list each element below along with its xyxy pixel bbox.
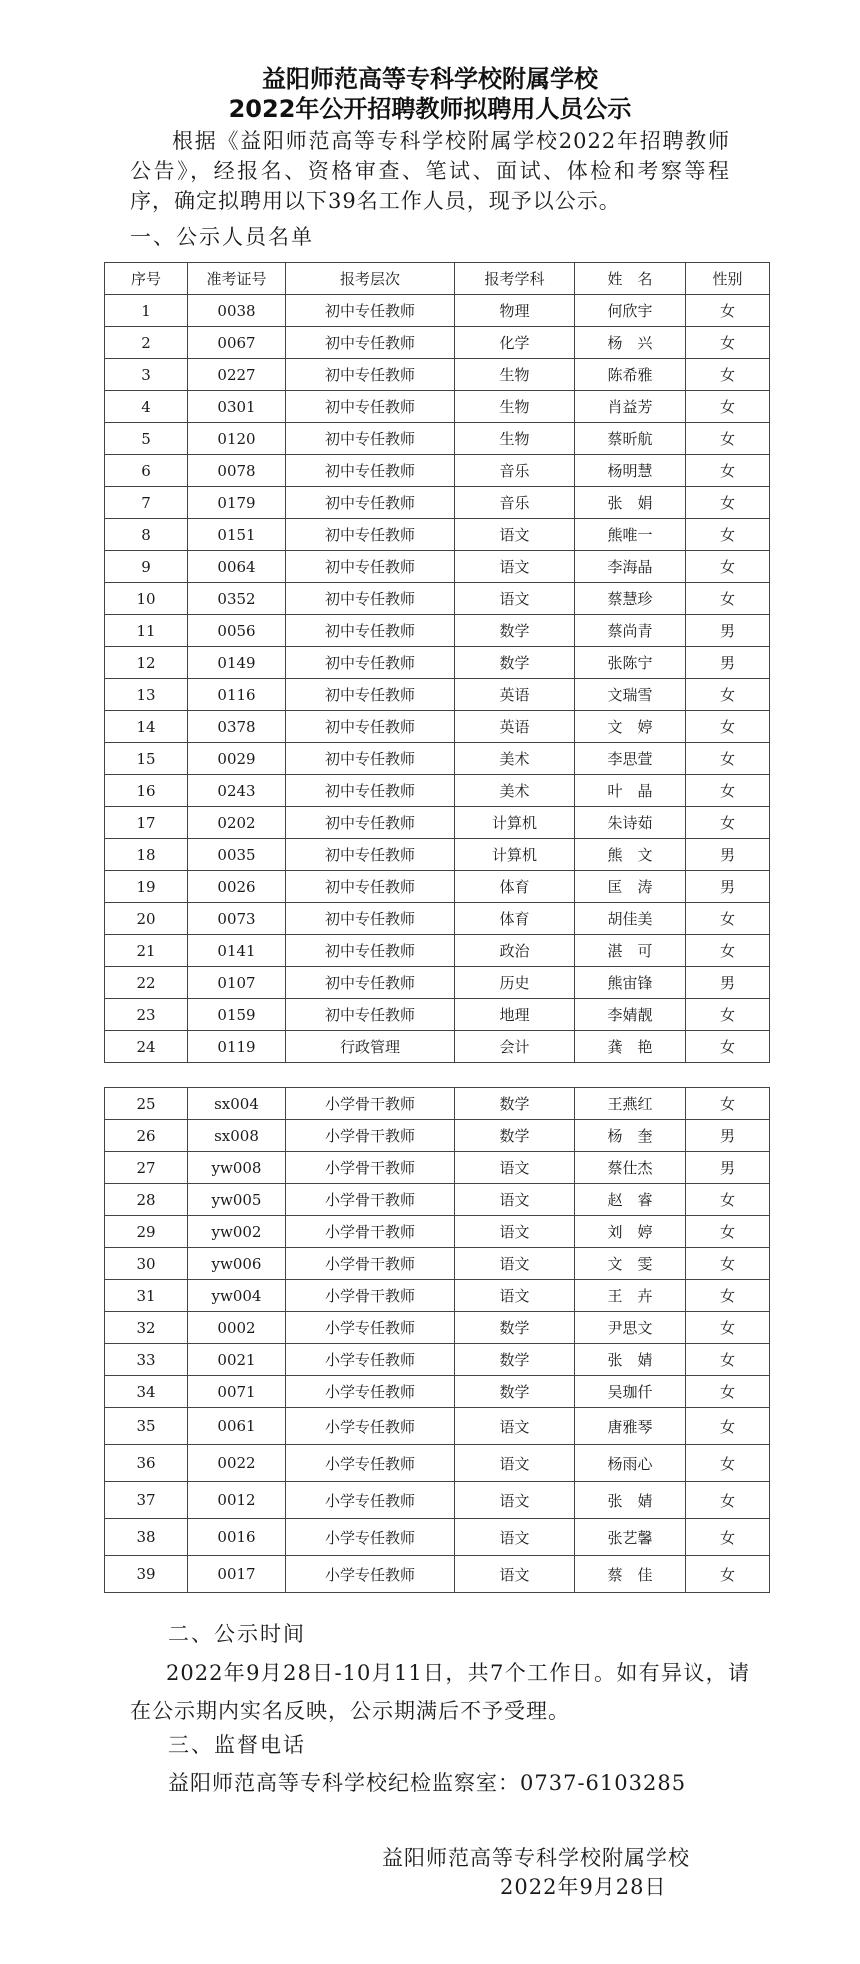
table-cell: 6 xyxy=(105,455,188,487)
table-cell: 小学专任教师 xyxy=(286,1519,455,1556)
table-cell: 语文 xyxy=(455,1216,575,1248)
section2-body: 2022年9月28日-10月11日，共7个工作日。如有异议，请在公示期内实名反映，公示期满后不予受理。 xyxy=(130,1661,750,1723)
table-cell: 初中专任教师 xyxy=(286,935,455,967)
table-cell: 初中专任教师 xyxy=(286,807,455,839)
table-row xyxy=(105,583,770,615)
table-cell: 初中专任教师 xyxy=(286,615,455,647)
table-cell: 数学 xyxy=(455,615,575,647)
table-cell: 女 xyxy=(686,935,770,967)
table-cell: 21 xyxy=(105,935,188,967)
table-cell: 13 xyxy=(105,679,188,711)
table-cell: 0149 xyxy=(188,647,286,679)
table-row xyxy=(105,1216,770,1248)
table-row xyxy=(105,1556,770,1593)
table-cell: 初中专任教师 xyxy=(286,551,455,583)
table-cell: 政治 xyxy=(455,935,575,967)
table-cell: 初中专任教师 xyxy=(286,519,455,551)
header-cell: 性别 xyxy=(686,263,770,295)
table-cell: 小学骨干教师 xyxy=(286,1216,455,1248)
table-cell: 女 xyxy=(686,1248,770,1280)
table-cell: 初中专任教师 xyxy=(286,455,455,487)
table-cell: 女 xyxy=(686,679,770,711)
table-row xyxy=(105,935,770,967)
table-cell: 吴珈仟 xyxy=(575,1376,686,1408)
table-cell: 14 xyxy=(105,711,188,743)
table-row xyxy=(105,1088,770,1120)
table-row xyxy=(105,1519,770,1556)
table-row xyxy=(105,679,770,711)
table-cell: 体育 xyxy=(455,903,575,935)
table-cell: 女 xyxy=(686,1408,770,1445)
table-cell: 音乐 xyxy=(455,455,575,487)
table-cell: 女 xyxy=(686,1445,770,1482)
table-cell: 小学专任教师 xyxy=(286,1312,455,1344)
table-cell: 熊宙锋 xyxy=(575,967,686,999)
table-cell: 0002 xyxy=(188,1312,286,1344)
table-cell: 李婧靓 xyxy=(575,999,686,1031)
table-cell: 体育 xyxy=(455,871,575,903)
table-cell: 肖益芳 xyxy=(575,391,686,423)
table-cell: 杨 兴 xyxy=(575,327,686,359)
table-cell: 数学 xyxy=(455,1376,575,1408)
table-cell: 0061 xyxy=(188,1408,286,1445)
table-cell: 张 娟 xyxy=(575,487,686,519)
table-cell: 女 xyxy=(686,711,770,743)
table-cell: 18 xyxy=(105,839,188,871)
table-cell: 男 xyxy=(686,967,770,999)
table-row xyxy=(105,903,770,935)
roster-table-part2 xyxy=(104,1087,770,1593)
table-row xyxy=(105,647,770,679)
table-cell: 24 xyxy=(105,1031,188,1063)
table-cell: 女 xyxy=(686,295,770,327)
table-cell: 蔡尚青 xyxy=(575,615,686,647)
table-cell: 女 xyxy=(686,1184,770,1216)
table-cell: 蔡仕杰 xyxy=(575,1152,686,1184)
table-cell: 李海晶 xyxy=(575,551,686,583)
table-cell: 蔡昕航 xyxy=(575,423,686,455)
table-cell: 初中专任教师 xyxy=(286,775,455,807)
table-row xyxy=(105,327,770,359)
table-cell: 初中专任教师 xyxy=(286,647,455,679)
table-cell: 女 xyxy=(686,1482,770,1519)
table-cell: 会计 xyxy=(455,1031,575,1063)
table-row xyxy=(105,359,770,391)
table-cell: 0151 xyxy=(188,519,286,551)
table-cell: 朱诗茹 xyxy=(575,807,686,839)
table-cell: 20 xyxy=(105,903,188,935)
table-row xyxy=(105,487,770,519)
table-row xyxy=(105,615,770,647)
table-cell: 0227 xyxy=(188,359,286,391)
table-cell: 胡佳美 xyxy=(575,903,686,935)
table-cell: 张 婧 xyxy=(575,1344,686,1376)
table-cell: 0078 xyxy=(188,455,286,487)
table-cell: 语文 xyxy=(455,1280,575,1312)
table-cell: 女 xyxy=(686,391,770,423)
table-cell: 26 xyxy=(105,1120,188,1152)
table-cell: 赵 睿 xyxy=(575,1184,686,1216)
table-cell: 0119 xyxy=(188,1031,286,1063)
table-cell: 初中专任教师 xyxy=(286,743,455,775)
table-cell: 英语 xyxy=(455,679,575,711)
table-cell: 文 雯 xyxy=(575,1248,686,1280)
table-cell: 女 xyxy=(686,1344,770,1376)
table-cell: 34 xyxy=(105,1376,188,1408)
table-row xyxy=(105,1184,770,1216)
table-cell: 12 xyxy=(105,647,188,679)
table-cell: 1 xyxy=(105,295,188,327)
table-cell: 音乐 xyxy=(455,487,575,519)
table-cell: 女 xyxy=(686,1031,770,1063)
table-row xyxy=(105,1445,770,1482)
table-cell: 0378 xyxy=(188,711,286,743)
table-cell: 小学专任教师 xyxy=(286,1376,455,1408)
table-cell: 女 xyxy=(686,1556,770,1593)
section1-heading: 一、公示人员名单 xyxy=(130,225,314,249)
table-cell: 0017 xyxy=(188,1556,286,1593)
table-cell: 25 xyxy=(105,1088,188,1120)
table-cell: yw008 xyxy=(188,1152,286,1184)
header-cell: 报考层次 xyxy=(286,263,455,295)
signature-date: 2022年9月28日 xyxy=(500,1875,667,1899)
table-cell: 女 xyxy=(686,327,770,359)
table-cell: 17 xyxy=(105,807,188,839)
table-cell: 0029 xyxy=(188,743,286,775)
table-cell: 0116 xyxy=(188,679,286,711)
table-cell: 数学 xyxy=(455,1344,575,1376)
table-cell: 男 xyxy=(686,871,770,903)
table-row xyxy=(105,967,770,999)
table-cell: 蔡 佳 xyxy=(575,1556,686,1593)
table-cell: 女 xyxy=(686,519,770,551)
table-cell: 4 xyxy=(105,391,188,423)
page-title: 益阳师范高等专科学校附属学校 xyxy=(262,65,598,93)
page-subtitle: 2022年公开招聘教师拟聘用人员公示 xyxy=(228,95,632,123)
table-row xyxy=(105,1482,770,1519)
table-cell: 文 婷 xyxy=(575,711,686,743)
table-cell: 语文 xyxy=(455,1482,575,1519)
table-cell: 初中专任教师 xyxy=(286,295,455,327)
table-row xyxy=(105,1312,770,1344)
table-cell: 初中专任教师 xyxy=(286,327,455,359)
table-cell: 小学专任教师 xyxy=(286,1344,455,1376)
table-cell: 数学 xyxy=(455,647,575,679)
table-cell: 0202 xyxy=(188,807,286,839)
table-cell: 小学专任教师 xyxy=(286,1408,455,1445)
table-cell: 小学骨干教师 xyxy=(286,1280,455,1312)
table-row xyxy=(105,1408,770,1445)
table-cell: 0243 xyxy=(188,775,286,807)
table-cell: 化学 xyxy=(455,327,575,359)
table-cell: 38 xyxy=(105,1519,188,1556)
table-cell: 女 xyxy=(686,775,770,807)
table-row xyxy=(105,423,770,455)
table-cell: 0056 xyxy=(188,615,286,647)
table-cell: 0159 xyxy=(188,999,286,1031)
table-cell: 初中专任教师 xyxy=(286,391,455,423)
table-cell: 语文 xyxy=(455,1408,575,1445)
signature-org: 益阳师范高等专科学校附属学校 xyxy=(382,1846,690,1870)
table-cell: 19 xyxy=(105,871,188,903)
table-cell: 7 xyxy=(105,487,188,519)
table-cell: 37 xyxy=(105,1482,188,1519)
table-cell: 行政管理 xyxy=(286,1031,455,1063)
table-cell: 女 xyxy=(686,359,770,391)
intro-paragraph: 根据《益阳师范高等专科学校附属学校2022年招聘教师公告》，经报名、资格审查、笔试、面试、体检和考察等程序，确定拟聘用以下39名工作人员，现予以公示。 xyxy=(130,129,730,213)
table-cell: 美术 xyxy=(455,775,575,807)
table-cell: 李思萱 xyxy=(575,743,686,775)
table-row xyxy=(105,807,770,839)
table-cell: 初中专任教师 xyxy=(286,903,455,935)
table-row xyxy=(105,775,770,807)
table-cell: 历史 xyxy=(455,967,575,999)
table-cell: 女 xyxy=(686,1312,770,1344)
table-cell: 叶 晶 xyxy=(575,775,686,807)
table-cell: 31 xyxy=(105,1280,188,1312)
table-cell: 30 xyxy=(105,1248,188,1280)
table-cell: 语文 xyxy=(455,1556,575,1593)
table-cell: 女 xyxy=(686,1216,770,1248)
table-cell: 39 xyxy=(105,1556,188,1593)
section3-heading: 三、监督电话 xyxy=(168,1733,306,1757)
table-cell: 计算机 xyxy=(455,839,575,871)
table-cell: yw005 xyxy=(188,1184,286,1216)
table-cell: 女 xyxy=(686,743,770,775)
table-cell: 男 xyxy=(686,839,770,871)
table-cell: 36 xyxy=(105,1445,188,1482)
table-cell: 15 xyxy=(105,743,188,775)
table-cell: 王燕红 xyxy=(575,1088,686,1120)
table-cell: 0012 xyxy=(188,1482,286,1519)
header-cell: 姓 名 xyxy=(575,263,686,295)
table-cell: 英语 xyxy=(455,711,575,743)
table-cell: 匡 涛 xyxy=(575,871,686,903)
table-cell: 女 xyxy=(686,487,770,519)
table-cell: 0016 xyxy=(188,1519,286,1556)
table-cell: 16 xyxy=(105,775,188,807)
table-cell: 语文 xyxy=(455,1248,575,1280)
table-cell: 初中专任教师 xyxy=(286,679,455,711)
table-cell: 0071 xyxy=(188,1376,286,1408)
table-cell: 男 xyxy=(686,615,770,647)
table-row xyxy=(105,391,770,423)
table-cell: 0141 xyxy=(188,935,286,967)
table-cell: 32 xyxy=(105,1312,188,1344)
table-cell: 女 xyxy=(686,807,770,839)
section3-body: 益阳师范高等专科学校纪检监察室：0737-6103285 xyxy=(168,1771,687,1795)
table-row xyxy=(105,743,770,775)
table-cell: 5 xyxy=(105,423,188,455)
table-row xyxy=(105,1152,770,1184)
table-cell: 女 xyxy=(686,1376,770,1408)
table-cell: 蔡慧珍 xyxy=(575,583,686,615)
table-cell: 文瑞雪 xyxy=(575,679,686,711)
table-header-row xyxy=(105,263,770,295)
table-cell: 王 卉 xyxy=(575,1280,686,1312)
table-cell: 湛 可 xyxy=(575,935,686,967)
table-row xyxy=(105,999,770,1031)
table-cell: 初中专任教师 xyxy=(286,871,455,903)
table-cell: 3 xyxy=(105,359,188,391)
table-cell: 0067 xyxy=(188,327,286,359)
table-cell: 0038 xyxy=(188,295,286,327)
table-cell: yw006 xyxy=(188,1248,286,1280)
table-cell: 数学 xyxy=(455,1312,575,1344)
table-row xyxy=(105,1031,770,1063)
table-row xyxy=(105,551,770,583)
table-cell: 语文 xyxy=(455,1519,575,1556)
table-cell: 初中专任教师 xyxy=(286,967,455,999)
table-cell: 语文 xyxy=(455,1152,575,1184)
table-cell: 23 xyxy=(105,999,188,1031)
table-row xyxy=(105,1120,770,1152)
table-cell: 29 xyxy=(105,1216,188,1248)
table-cell: 小学骨干教师 xyxy=(286,1152,455,1184)
table-cell: 33 xyxy=(105,1344,188,1376)
table-cell: sx004 xyxy=(188,1088,286,1120)
table-cell: 物理 xyxy=(455,295,575,327)
table-cell: 2 xyxy=(105,327,188,359)
table-cell: 女 xyxy=(686,999,770,1031)
table-cell: 9 xyxy=(105,551,188,583)
table-row xyxy=(105,519,770,551)
roster-table-part1 xyxy=(104,262,770,1063)
table-cell: 何欣宇 xyxy=(575,295,686,327)
table-cell: 0064 xyxy=(188,551,286,583)
table-cell: 初中专任教师 xyxy=(286,487,455,519)
table-row xyxy=(105,711,770,743)
table-cell: 杨 奎 xyxy=(575,1120,686,1152)
table-cell: 28 xyxy=(105,1184,188,1216)
table-cell: 小学骨干教师 xyxy=(286,1184,455,1216)
table-cell: 生物 xyxy=(455,359,575,391)
table-cell: 35 xyxy=(105,1408,188,1445)
table-cell: 8 xyxy=(105,519,188,551)
table-cell: 27 xyxy=(105,1152,188,1184)
table-cell: 0035 xyxy=(188,839,286,871)
section2-heading: 二、公示时间 xyxy=(168,1622,306,1646)
table-cell: 生物 xyxy=(455,423,575,455)
table-cell: 初中专任教师 xyxy=(286,359,455,391)
table-cell: yw002 xyxy=(188,1216,286,1248)
table-cell: 女 xyxy=(686,423,770,455)
table-cell: 龚 艳 xyxy=(575,1031,686,1063)
table-cell: 0026 xyxy=(188,871,286,903)
table-cell: 0301 xyxy=(188,391,286,423)
table-cell: 0073 xyxy=(188,903,286,935)
table-cell: 数学 xyxy=(455,1088,575,1120)
table-cell: 张 婧 xyxy=(575,1482,686,1519)
table-cell: 杨明慧 xyxy=(575,455,686,487)
table-cell: sx008 xyxy=(188,1120,286,1152)
table-cell: 女 xyxy=(686,1519,770,1556)
table-cell: 陈希雅 xyxy=(575,359,686,391)
table-cell: 11 xyxy=(105,615,188,647)
table-cell: 女 xyxy=(686,455,770,487)
table-cell: 尹思文 xyxy=(575,1312,686,1344)
table-cell: 男 xyxy=(686,1120,770,1152)
table-cell: 0179 xyxy=(188,487,286,519)
table-cell: 小学骨干教师 xyxy=(286,1088,455,1120)
table-cell: 0022 xyxy=(188,1445,286,1482)
table-row xyxy=(105,1344,770,1376)
table-cell: 张陈宁 xyxy=(575,647,686,679)
table-cell: 女 xyxy=(686,583,770,615)
table-cell: 男 xyxy=(686,1152,770,1184)
table-cell: 语文 xyxy=(455,551,575,583)
table-cell: 杨雨心 xyxy=(575,1445,686,1482)
table-cell: 语文 xyxy=(455,1445,575,1482)
table-cell: 女 xyxy=(686,903,770,935)
table-cell: 0352 xyxy=(188,583,286,615)
header-cell: 序号 xyxy=(105,263,188,295)
table-cell: 熊唯一 xyxy=(575,519,686,551)
table-cell: 男 xyxy=(686,647,770,679)
table-cell: 初中专任教师 xyxy=(286,583,455,615)
table-cell: 22 xyxy=(105,967,188,999)
header-cell: 报考学科 xyxy=(455,263,575,295)
table-cell: yw004 xyxy=(188,1280,286,1312)
table-row xyxy=(105,455,770,487)
table-cell: 小学骨干教师 xyxy=(286,1248,455,1280)
table-cell: 地理 xyxy=(455,999,575,1031)
table-cell: 小学骨干教师 xyxy=(286,1120,455,1152)
table-cell: 数学 xyxy=(455,1120,575,1152)
table-cell: 熊 文 xyxy=(575,839,686,871)
table-row xyxy=(105,871,770,903)
table-row xyxy=(105,1248,770,1280)
table-cell: 计算机 xyxy=(455,807,575,839)
table-cell: 美术 xyxy=(455,743,575,775)
table-cell: 初中专任教师 xyxy=(286,839,455,871)
table-cell: 唐雅琴 xyxy=(575,1408,686,1445)
table-cell: 小学专任教师 xyxy=(286,1556,455,1593)
table-row xyxy=(105,1376,770,1408)
table-cell: 10 xyxy=(105,583,188,615)
table-cell: 0107 xyxy=(188,967,286,999)
table-cell: 初中专任教师 xyxy=(286,999,455,1031)
table-cell: 女 xyxy=(686,551,770,583)
table-cell: 初中专任教师 xyxy=(286,423,455,455)
table-cell: 0021 xyxy=(188,1344,286,1376)
table-cell: 女 xyxy=(686,1088,770,1120)
table-cell: 生物 xyxy=(455,391,575,423)
table-row xyxy=(105,1280,770,1312)
table-cell: 女 xyxy=(686,1280,770,1312)
table-cell: 张艺馨 xyxy=(575,1519,686,1556)
header-cell: 准考证号 xyxy=(188,263,286,295)
table-row xyxy=(105,839,770,871)
table-cell: 语文 xyxy=(455,519,575,551)
table-cell: 刘 婷 xyxy=(575,1216,686,1248)
table-cell: 语文 xyxy=(455,1184,575,1216)
table-cell: 初中专任教师 xyxy=(286,711,455,743)
table-row xyxy=(105,295,770,327)
table-cell: 小学专任教师 xyxy=(286,1445,455,1482)
table-cell: 0120 xyxy=(188,423,286,455)
table-cell: 小学专任教师 xyxy=(286,1482,455,1519)
table-cell: 语文 xyxy=(455,583,575,615)
